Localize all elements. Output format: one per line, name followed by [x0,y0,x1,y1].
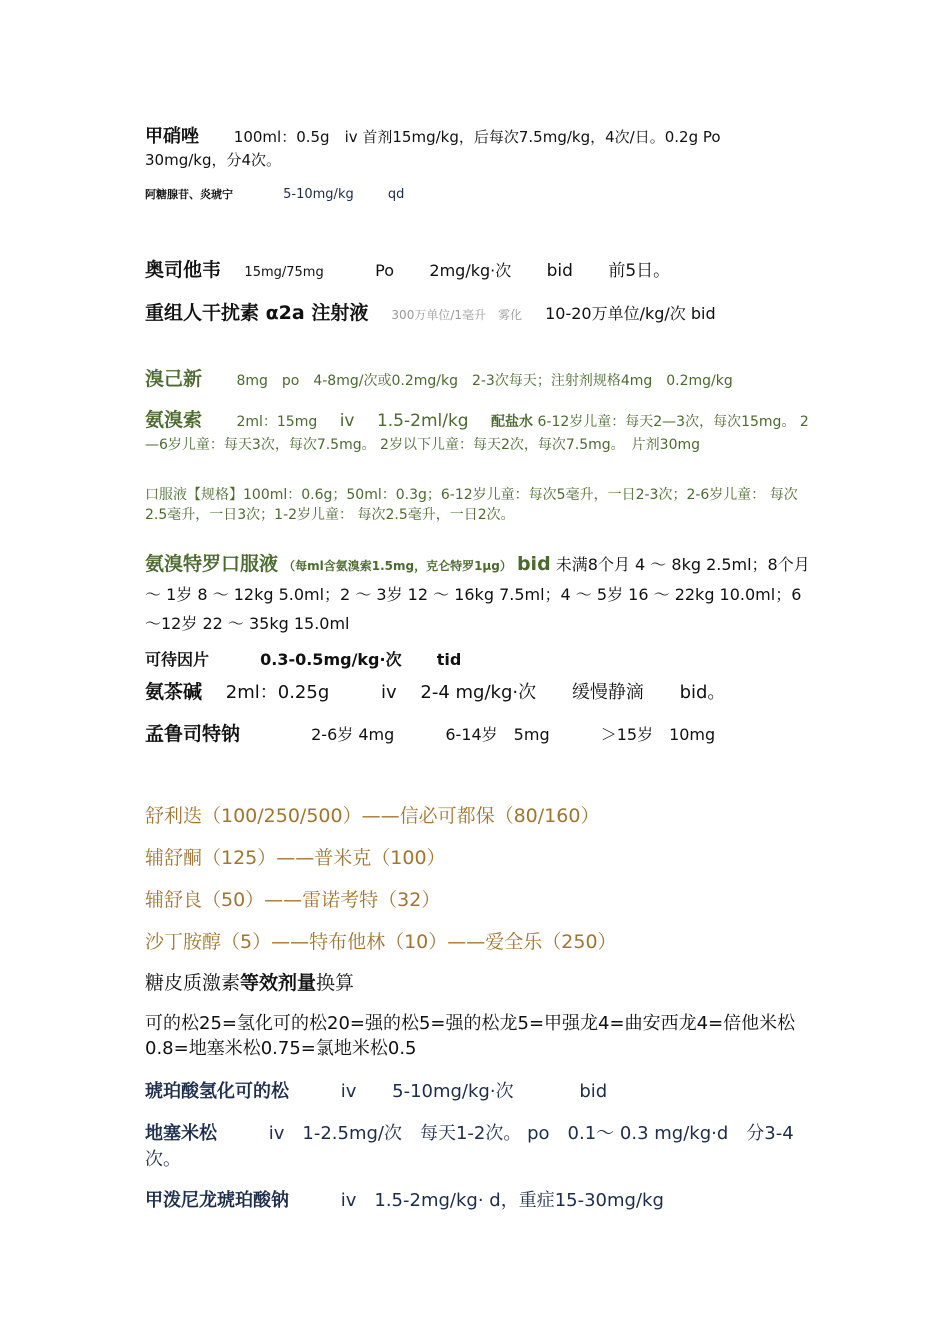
dose-2-6: 2-6岁 4mg [311,725,395,744]
ambroxol-clenbuterol-entry [145,547,810,639]
route: iv [339,411,355,431]
montelukast-entry [145,721,810,749]
route: iv [380,682,397,703]
drug-name: 琥珀酸氢化可的松 [145,1081,289,1102]
frequency: bid [579,1081,608,1102]
dosage-text: 8mg po 4-8mg/次或0.2mg/kg 2-3次每天；注射剂规格4mg 0.2mg/kg [236,373,733,389]
dosage-text: 口服液【规格】100ml：0.6g；50ml：0.3g；6-12岁儿童：每次5毫升，一日2-3次；2-6岁儿童： 每次2.5毫升，一日3次；1-2岁儿童： 每次2.5毫升，一日2次。 [145,487,798,524]
drug-name: 可待因片 [145,650,210,669]
route: iv [340,1081,357,1102]
drug-name: 奥司他韦 [145,259,222,281]
drug-name: 氨茶碱 [145,681,203,703]
dose: 10-20万单位/kg/次 bid [545,304,716,323]
dose: 5-10mg/kg [283,187,354,202]
dose: 5-10mg/kg·次 [392,1081,514,1102]
drug-name: 溴己新 [145,368,203,390]
inhaler-line: 辅舒酮（125）——普米克（100） [145,847,446,869]
drug-name: 甲泼尼龙琥珀酸钠 [145,1190,289,1211]
dose: 2mg/kg·次 [429,261,512,280]
dose-6-14: 6-14岁 5mg [445,725,550,744]
ambroxol-oral-entry [145,485,810,526]
methylprednisolone-entry [145,1188,810,1214]
dosage-text: 100ml：0.5g iv 首剂15mg/kg，后每次7.5mg/kg，4次/日。0.2g Po 30mg/kg，分4次。 [145,128,736,170]
heading-post: 换算 [316,972,355,994]
hydrocortisone-entry [145,1079,810,1105]
dose: 2-4 mg/kg·次 [420,682,537,703]
dosage-text: iv 1-2.5mg/次 每天1-2次。 po 0.1～ 0.3 mg/kg·d 分3-4次。 [145,1123,794,1171]
dosage-text: 未满8个月 4 ～ 8kg 2.5ml；8个月～ 1岁 8 ～ 12kg 5.0ml；2 ～ 3岁 12 ～ 16kg 7.5ml；4 ～ 5岁 16 ～ 22kg 10.0ml；6 ～12岁 22 ～ 35kg 15.0ml [145,555,810,633]
steroid-equivalence: 可的松25=氢化可的松20=强的松5=强的松龙5=甲强龙4=曲安西龙4=倍他米松0.8=地塞米松0.75=氯地米松0.5 [145,1013,796,1060]
frequency: bid。 [679,682,726,703]
ambroxol-entry [145,406,810,456]
inhaler-line: 舒利迭（100/250/500）——信必可都保（80/160） [145,805,600,827]
dose: 0.3-0.5mg/kg·次 [260,650,402,669]
drug-name: 氨溴索 [145,409,203,431]
dose-over-15: ＞15岁 10mg [600,725,716,744]
inhaler-line: 辅舒良（50）——雷诺考特（32） [145,889,441,911]
spec: 300万单位/1毫升 雾化 [391,308,523,322]
spec: 2ml：0.25g [225,682,330,703]
drug-name: 孟鲁司特钠 [145,723,241,745]
frequency: qd [387,187,405,202]
oseltamivir-entry [145,257,810,285]
vidarabine-entry [145,186,810,205]
frequency: bid [546,261,573,281]
drug-name: 地塞米松 [145,1123,217,1144]
route: Po [375,261,394,280]
frequency: tid [436,650,462,669]
heading-pre: 糖皮质激素 [145,972,241,994]
course: 前5日。 [608,261,671,281]
spec: 2ml：15mg [236,414,318,430]
note: 缓慢静滴 [571,682,644,703]
aminophylline-entry [145,679,810,707]
dose: 1.5-2ml/kg [376,411,469,431]
note: 配盐水 [491,414,534,430]
codeine-entry [145,648,810,671]
interferon-entry [145,299,810,328]
dexamethasone-entry [145,1121,810,1173]
inhaler-line: 沙丁胺醇（5）——特布他林（10）——爱全乐（250） [145,931,617,953]
metronidazole-entry [145,124,810,172]
drug-name: 氨溴特罗口服液 [145,553,279,575]
dosage-text: iv 1.5-2mg/kg· d，重症15-30mg/kg [340,1190,664,1211]
heading-bold: 等效剂量 [240,972,317,994]
frequency: bid [516,553,551,575]
drug-name: 阿糖腺苷、炎琥宁 [145,188,233,201]
drug-name: 重组人干扰素 α2a 注射液 [145,302,369,324]
bromhexine-entry [145,366,810,394]
drug-name: 甲硝唑 [145,126,199,147]
spec: （每ml含氨溴索1.5mg，克仑特罗1μg） [283,559,512,573]
spec: 15mg/75mg [244,265,324,280]
steroid-heading [145,970,810,998]
dosage-text: 6-12岁儿童：每天2—3次，每次15mg。 2—6岁儿童：每天3次，每次7.5mg。 2岁以下儿童：每天2次，每次7.5mg。 片剂30mg [145,414,809,453]
